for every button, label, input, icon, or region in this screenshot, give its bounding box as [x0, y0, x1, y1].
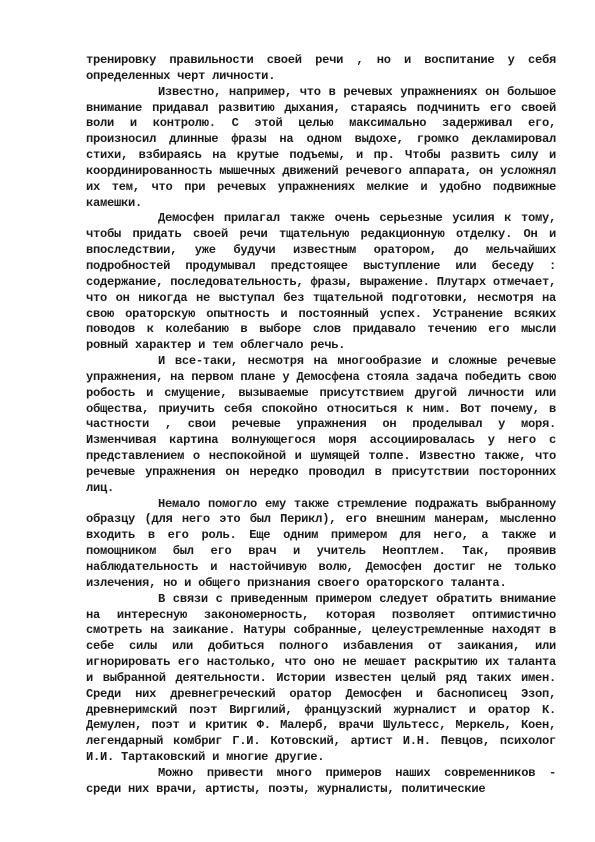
- paragraph-imitation: Немало помогло ему также стремление подражать выбранному образцу (для него это был Перикл), его внешним манерам, мысленно входить в его роль. Еще одним примером для него, а также и помощником был его врач и учитель Неоптлем. Так, проявив наблюдательность и настойчивую волю, Демосфен достиг не только излечения, но и общего признания своего ораторского таланта.: [86, 496, 556, 590]
- paragraph-famous-stutterers: В связи с приведенным примером следует обратить внимание на интересную закономерность, которая позволяет оптимистично смотреть на заикание. Натуры собранные, целеустремленные находят в себе силы или добиться полного избавления от заикания, или игнорировать его настолько, что оно не мешает раскрытию их таланта и выбранной деятельности. Истории известен целый ряд таких имен. Среди них древнегреческий оратор Демосфен и баснописец Эзоп, древнеримский поэт Виргилий, французский журналист и оратор К. Демулен, поэт и критик Ф. Малерб, врачи Шультесс, Меркель, Коен, легендарный комбриг Г.И. Котовский, артист И.Н. Певцов, психолог И.И. Тартаковский и многие другие.: [86, 591, 556, 765]
- paragraph-contemporaries: Можно привести много примеров наших современников - среди них врачи, артисты, поэты, журналисты, политические: [86, 765, 556, 796]
- paragraph-continuation: тренировку правильности своей речи , но и воспитание у себя определенных черт личности.: [86, 53, 556, 83]
- paragraph-breathing: Известно, например, что в речевых упражнениях он большое внимание придавал развитию дыхания, стараясь подчинить его своей воли и контролю. С этой целью максимально задерживал его, произносил длинные фразы на одном выдохе, громко декламировал стихи, взбираясь на крутые подъемы, и пр. Чтобы развить силу и координированность мышечных движений речевого аппарата, он усложнял их тем, что при речевых упражнениях мелкие и удобно подвижные камешки.: [86, 84, 556, 210]
- document-page: [86, 53, 556, 798]
- paragraph-shyness: И все-таки, несмотря на многообразие и сложные речевые упражнения, на первом плане у Демосфена стояла задача победить свою робость и смущение, вызываемые присутствием другой личности или общества, приучить себя спокойно относиться к ним. Вот почему, в частности , свои речевые упражнения он проделывал у моря. Изменчивая картина волнующегося моря ассоциировалась у него с представлением о неспокойной и шумящей толпе. Известно также, что речевые упражнения он нередко проводил в присутствии посторонних лиц.: [86, 354, 556, 495]
- paragraph-editing: Демосфен прилагал также очень серьезные усилия к тому, чтобы придать своей речи тщательную редакционную отделку. Он и впоследствии, уже будучи известным оратором, до мельчайших подробностей продумывал предстоящее выступление или беседу : содержание, последовательность, фразы, выражение. Плутарх отмечает, что он никогда не выступал без тщательной подготовки, несмотря на свою ораторскую опытность и постоянный успех. Устранение всяких поводов к колебанию в выборе слов придавало течению его мысли ровный характер и тем облегчало речь.: [86, 211, 556, 353]
